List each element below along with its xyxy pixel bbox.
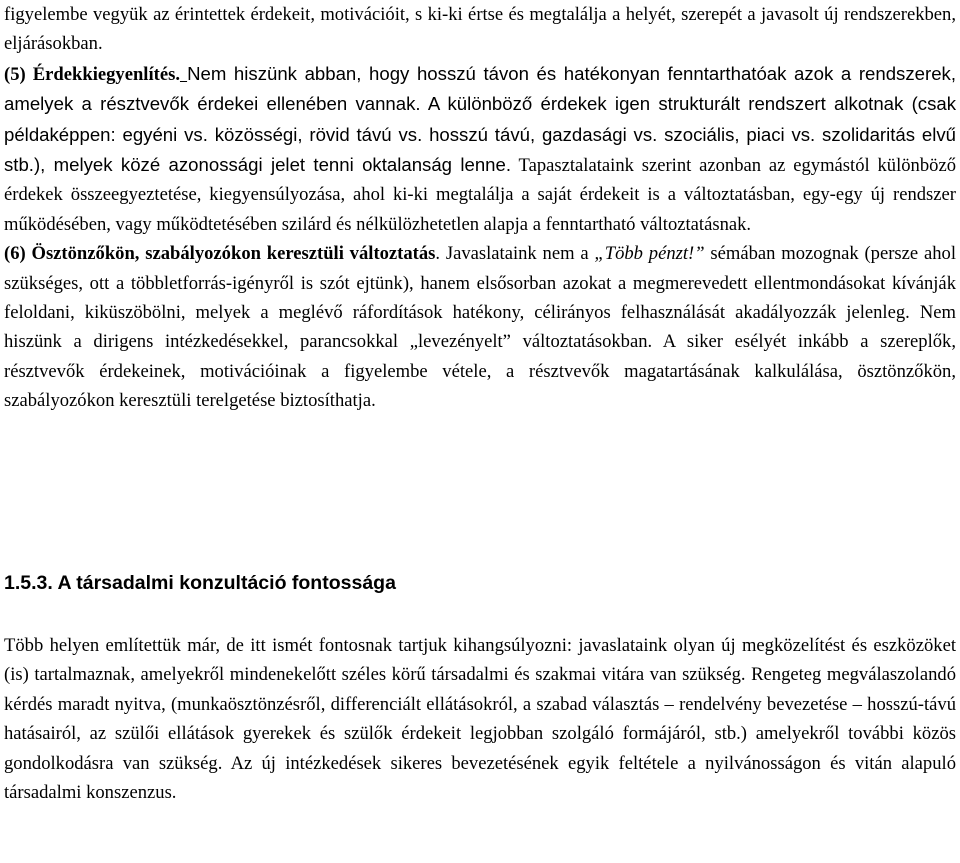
item-6-mid-text: . Javaslataink nem a <box>435 243 595 265</box>
item-6-title: (6) Ösztönzőkön, szabályozókon keresztüli változtatás <box>4 243 436 265</box>
item-5-separator <box>180 64 187 85</box>
item-6-rest-text: sémában mozognak (persze ahol szükséges, ott a többletforrás-igényről is szót ejtünk), hanem elsősorban azokat a megmerevedett ellentmondásokat kívánják feloldani, kiküszöbölni, melyek a meglévő ráfordítások hatékony, célirányos felhasználását akadályozzák jelenleg. Nem hiszünk a dirigens intézkedésekkel, parancsokkal „levezényelt” változtatásokban. A siker esélyét inkább a szereplők, résztvevők érdekeinek, motivációinak a figyelembe vétele, a résztvevők magatartásának kalkulálása, ösztönzőkön, szabályozókon keresztüli terelgetése biztosíthatja. <box>4 243 956 412</box>
body-paragraph-consultation: Több helyen említettük már, de itt ismét fontosnak tartjuk kihangsúlyozni: javaslataink olyan új megközelítést és eszközöket (is) tartalmaznak, amelyekről mindenekelőtt széles körű társadalmi és szakmai vitára van szükség. Rengeteg megválaszolandó kérdés maradt nyitva, (munkaösztönzésről, differenciált ellátásokról, a szabad választás – rendelvény bevezetése – hosszú-távú hatásairól, az szülői ellátások gyerekek és szülők érdekeit legjobban szolgáló formájáról, stb.) amelyekről további közös gondolkodásra van szükség. Az új intézkedések sikeres bevezetésének egyik feltétele a nyilvánosságon és vitán alapuló társadalmi konszenzus. <box>4 635 956 804</box>
body-paragraph-items <box>4 0 956 416</box>
item-5-first-sentence: Nem hiszünk abban, hogy hosszú távon és hatékonyan fenntarthatóak azok a rendszerek, amelyek a résztvevők érdekei ellenében vannak. A különböző érdekek igen strukturált rendszert alkotnak (csak példaképpen: egyéni vs. közösségi, rövid távú vs. hosszú távú, gazdasági vs. szociális, piaci vs. szolidaritás elvű stb.), melyek közé azonossági jelet tenni oktalanság lenne. <box>4 62 956 176</box>
item-6-quote: „Több pénzt!” <box>594 243 705 265</box>
item-5-rest-text: Tapasztalataink szerint azonban az egymástól különböző érdekek összeegyeztetése, kiegyensúlyozása, ahol ki-ki megtalálja a saját érdekeit is a változtatásban, egy-egy új rendszer működésében, vagy működtetésében szilárd és nélkülözhetetlen alapja a fenntartható változtatásnak. <box>4 155 957 235</box>
item-5-title: (5) Érdekkiegyenlítés. <box>4 63 180 85</box>
section-heading: 1.5.3. A társadalmi konzultáció fontossága <box>4 572 396 594</box>
paragraph-continuation-text: figyelembe vegyük az érintettek érdekeit, motivációit, s ki-ki értse és megtalálja a helyét, szerepét a javasolt új rendszerekben, eljárásokban. <box>4 4 956 55</box>
